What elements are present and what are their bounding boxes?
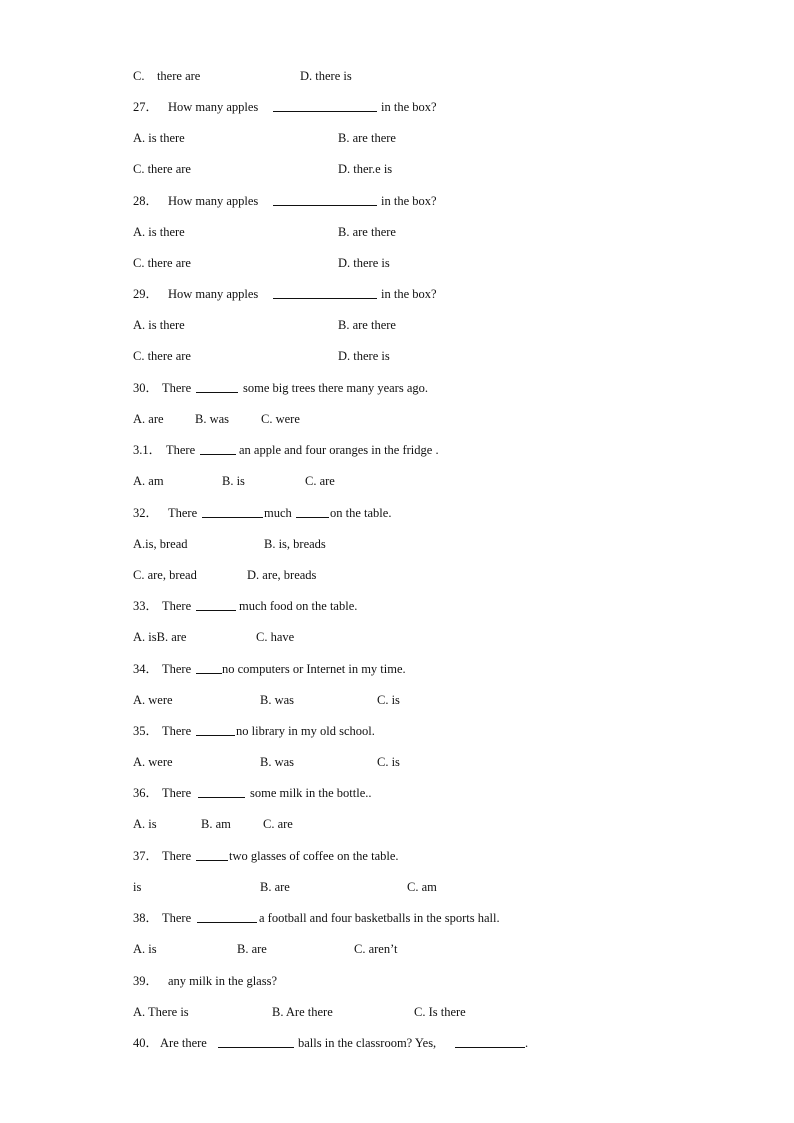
q26-option-d: D. there is: [300, 69, 352, 83]
question-number: 29．: [133, 287, 159, 301]
option-b: B. are there: [338, 225, 396, 239]
option-d: D. ther.e is: [338, 162, 393, 176]
question-number: 34．: [133, 662, 159, 676]
question-number: 30．: [133, 381, 159, 395]
question-text: How many apples: [168, 100, 259, 114]
option-a: A. is: [133, 817, 157, 831]
question-text: an apple and four oranges in the fridge .: [239, 443, 439, 457]
question-number: 39．: [133, 974, 159, 988]
question-text: There: [168, 506, 198, 520]
question-number: 28．: [133, 194, 159, 208]
question-text: no library in my old school.: [236, 724, 375, 738]
answer-blank: [197, 910, 257, 923]
question-text: a football and four basketballs in the sports hall.: [259, 911, 500, 925]
option-c: C. Is there: [414, 1005, 466, 1019]
option-c: C. were: [261, 412, 300, 426]
question-text: much food on the table.: [239, 599, 358, 613]
question-number: 3.1．: [133, 443, 162, 457]
option-a: A. were: [133, 755, 173, 769]
option-c: C. are: [263, 817, 293, 831]
option-b: B. are there: [338, 318, 396, 332]
option-a: A. were: [133, 693, 173, 707]
question-text: There: [162, 599, 192, 613]
q26-option-c: C. there are: [133, 69, 201, 83]
answer-blank: [196, 848, 228, 861]
option-a: A. is there: [133, 318, 185, 332]
option-c: C. there are: [133, 349, 191, 363]
question-number: 27．: [133, 100, 159, 114]
answer-blank: [196, 661, 222, 674]
option-a: A. are: [133, 412, 164, 426]
question-text: There: [166, 443, 196, 457]
option-b: B. are there: [338, 131, 396, 145]
answer-blank: [200, 442, 236, 455]
question-text: balls in the classroom? Yes,: [298, 1036, 437, 1050]
question-number: 33．: [133, 599, 159, 613]
question-text: .: [525, 1036, 529, 1050]
question-text: There: [162, 662, 192, 676]
answer-blank: [273, 193, 377, 206]
question-text: in the box?: [381, 194, 437, 208]
question-number: 40．: [133, 1036, 159, 1050]
option-a-b: A. isB. are: [133, 630, 187, 644]
question-text: How many apples: [168, 287, 259, 301]
option-a: A.is, bread: [133, 537, 188, 551]
question-text: There: [162, 724, 192, 738]
option-c: C. have: [256, 630, 295, 644]
question-text: two glasses of coffee on the table.: [229, 849, 399, 863]
option-b: B. was: [195, 412, 230, 426]
question-text: Are there: [160, 1036, 207, 1050]
answer-blank: [202, 505, 263, 518]
option-a: A. There is: [133, 1005, 189, 1019]
answer-blank: [196, 598, 236, 611]
question-text: in the box?: [381, 287, 437, 301]
answer-blank: [196, 723, 235, 736]
question-text: much: [264, 506, 292, 520]
question-text: no computers or Internet in my time.: [222, 662, 406, 676]
option-d: D. there is: [338, 256, 390, 270]
option-c: C. am: [407, 880, 437, 894]
answer-blank: [198, 785, 245, 798]
option-d: D. there is: [338, 349, 390, 363]
option-c: C. are, bread: [133, 568, 197, 582]
answer-blank: [273, 286, 377, 299]
question-text: on the table.: [330, 506, 392, 520]
question-text: There: [162, 381, 192, 395]
option-a: A. is there: [133, 131, 185, 145]
option-c: C. is: [377, 693, 400, 707]
question-text: some big trees there many years ago.: [243, 381, 429, 395]
answer-blank: [296, 505, 329, 518]
option-b: B. was: [260, 755, 295, 769]
option-a: is: [133, 880, 142, 894]
option-a: A. am: [133, 474, 164, 488]
option-c: C. are: [305, 474, 335, 488]
option-b: B. is: [222, 474, 245, 488]
option-b: B. am: [201, 817, 231, 831]
question-number: 35．: [133, 724, 159, 738]
question-text: in the box?: [381, 100, 437, 114]
question-text: How many apples: [168, 194, 259, 208]
option-c: C. aren’t: [354, 942, 398, 956]
option-b: B. was: [260, 693, 295, 707]
option-b: B. is, breads: [264, 537, 326, 551]
question-number: 38．: [133, 911, 159, 925]
question-text: any milk in the glass?: [168, 974, 278, 988]
option-c: C. is: [377, 755, 400, 769]
question-text: some milk in the bottle..: [250, 786, 372, 800]
option-b: B. Are there: [272, 1005, 333, 1019]
option-a: A. is there: [133, 225, 185, 239]
option-b: B. are: [260, 880, 290, 894]
answer-blank: [196, 380, 238, 393]
option-c: C. there are: [133, 256, 191, 270]
option-a: A. is: [133, 942, 157, 956]
question-text: There: [162, 849, 192, 863]
question-number: 36．: [133, 786, 159, 800]
answer-blank: [455, 1035, 525, 1048]
question-text: There: [162, 911, 192, 925]
answer-blank: [218, 1035, 294, 1048]
option-c: C. there are: [133, 162, 191, 176]
question-number: 37．: [133, 849, 159, 863]
answer-blank: [273, 99, 377, 112]
option-d: D. are, breads: [247, 568, 317, 582]
question-text: There: [162, 786, 192, 800]
question-number: 32．: [133, 506, 159, 520]
option-b: B. are: [237, 942, 267, 956]
